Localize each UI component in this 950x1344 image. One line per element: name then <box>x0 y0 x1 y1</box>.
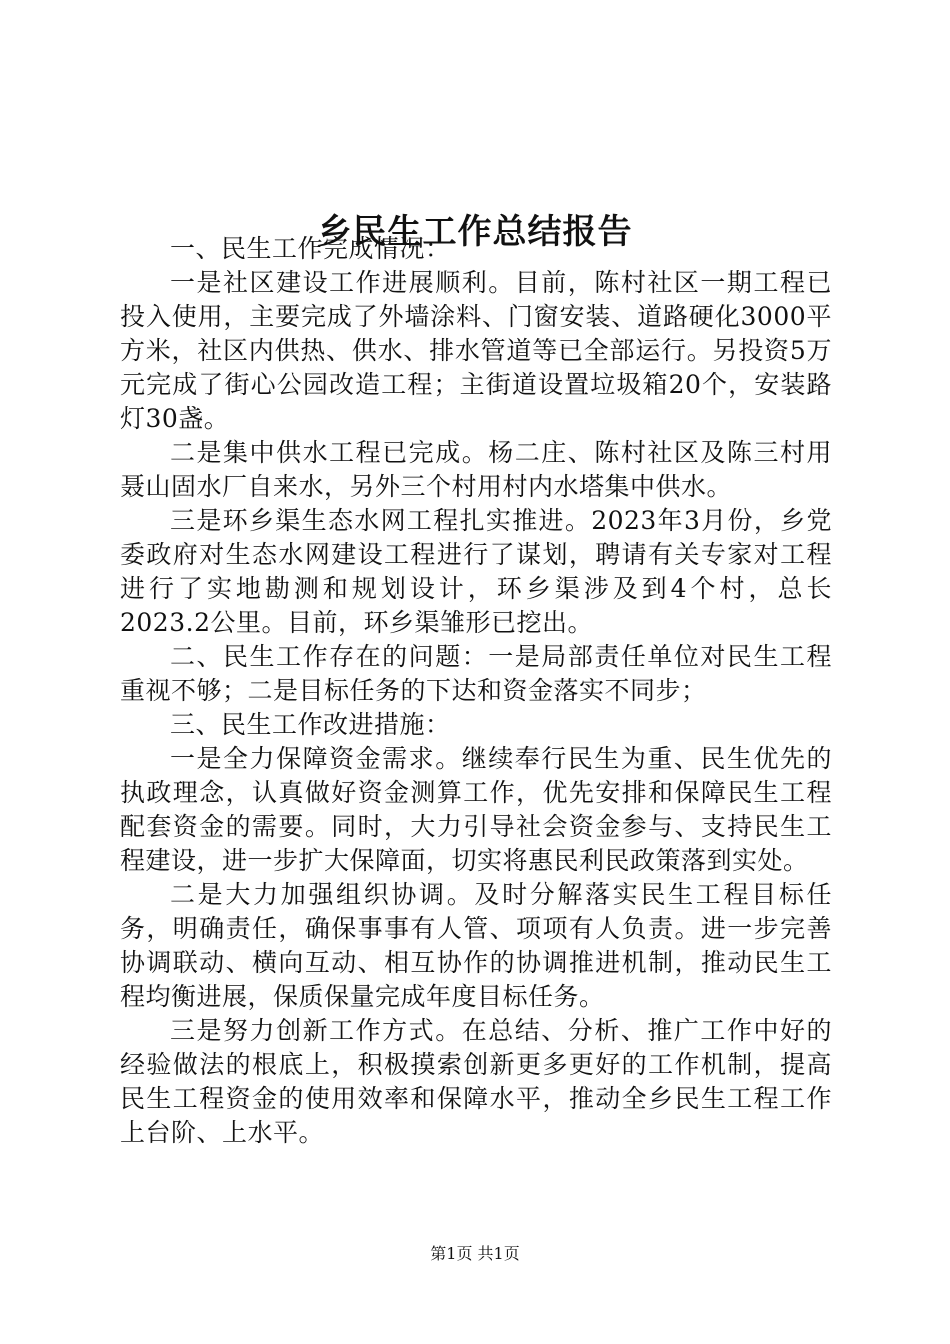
paragraph-innovation: 三是努力创新工作方式。在总结、分析、推广工作中好的经验做法的根底上，积极摸索创新更多更好的工作机制，提高民生工程资金的使用效率和保障水平，推动全乡民生工程工作上台阶、上水平。 <box>120 1016 832 1147</box>
section-heading-improvements: 三、民生工作改进措施： <box>170 710 451 739</box>
paragraph-community-construction: 一是社区建设工作进展顺利。目前，陈村社区一期工程已投入使用，主要完成了外墙涂料、门窗安装、道路硬化3000平方米，社区内供热、供水、排水管道等已全部运行。另投资5万元完成了街心公园改造工程；主街道设置垃圾箱20个，安装路灯30盏。 <box>120 268 832 433</box>
document-body <box>120 232 832 1150</box>
section-problems: 二、民生工作存在的问题：一是局部责任单位对民生工程重视不够；二是目标任务的下达和资金落实不同步； <box>120 642 832 705</box>
page-footer: 第1页 共1页 <box>430 1244 520 1263</box>
paragraph-water-supply: 二是集中供水工程已完成。杨二庄、陈村社区及陈三村用聂山固水厂自来水，另外三个村用村内水塔集中供水。 <box>120 438 832 501</box>
document-title: 乡民生工作总结报告 <box>317 211 633 252</box>
paragraph-funding: 一是全力保障资金需求。继续奉行民生为重、民生优先的执政理念，认真做好资金测算工作，优先安排和保障民生工程配套资金的需要。同时，大力引导社会资金参与、支持民生工程建设，进一步扩大保障面，切实将惠民利民政策落到实处。 <box>120 744 832 875</box>
paragraph-canal-project: 三是环乡渠生态水网工程扎实推进。2023年3月份，乡党委政府对生态水网建设工程进行了谋划，聘请有关专家对工程进行了实地勘测和规划设计，环乡渠涉及到4个村，总长2023.2公里。目前，环乡渠雏形已挖出。 <box>120 506 832 637</box>
paragraph-coordination: 二是大力加强组织协调。及时分解落实民生工程目标任务，明确责任，确保事事有人管、项项有人负责。进一步完善协调联动、横向互动、相互协作的协调推进机制，推动民生工程均衡进展，保质保量完成年度目标任务。 <box>120 880 832 1011</box>
section-heading-completion: 一、民生工作完成情况： <box>170 234 451 263</box>
